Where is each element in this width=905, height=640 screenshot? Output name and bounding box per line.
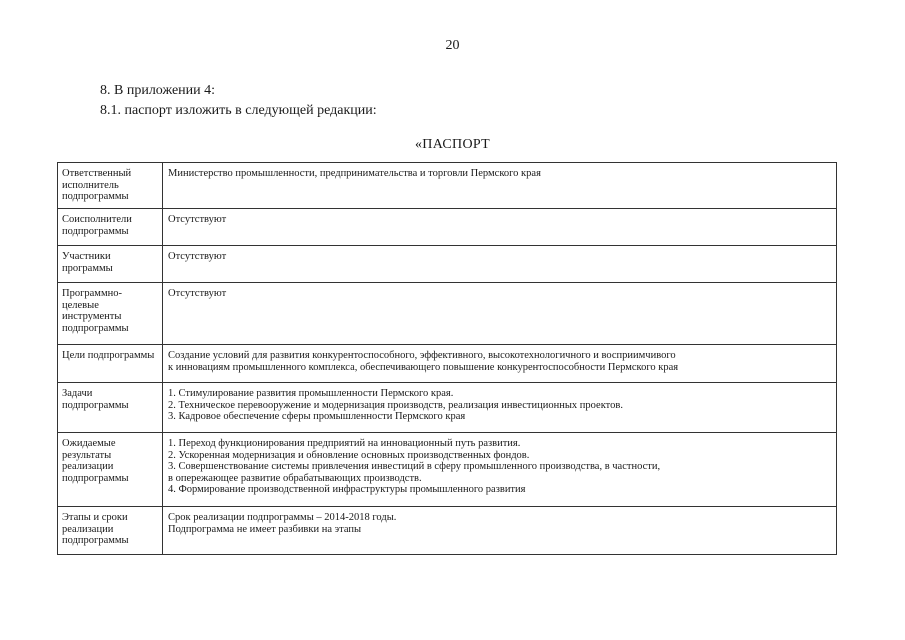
row-value-line: 3. Кадровое обеспечение сферы промышленности Пермского края bbox=[168, 411, 466, 422]
row-value bbox=[163, 283, 837, 345]
row-value-line: в опережающее развитие обрабатывающих производств. bbox=[168, 472, 422, 484]
passport-title: «ПАСПОРТ bbox=[415, 137, 490, 152]
row-label: Задачи подпрограммы bbox=[58, 383, 163, 433]
passport-row bbox=[58, 433, 837, 507]
row-value bbox=[163, 246, 837, 283]
passport-row bbox=[58, 507, 837, 555]
row-value bbox=[163, 163, 837, 209]
row-label: Участники программы bbox=[58, 246, 163, 283]
row-value-line: 1. Переход функционирования предприятий на инновационный путь развития. bbox=[168, 438, 521, 449]
row-label: Этапы и сроки реализации подпрограммы bbox=[58, 507, 163, 555]
intro-line-1: 8. В приложении 4: bbox=[100, 83, 216, 98]
row-label: Программно-целевые инструменты подпрограммы bbox=[58, 283, 163, 345]
row-value-line: 1. Стимулирование развития промышленности Пермского края. bbox=[168, 388, 454, 399]
row-label: Ответственный исполнитель подпрограммы bbox=[58, 163, 163, 209]
row-value-line: 4. Формирование производственной инфраструктуры промышленного развития bbox=[168, 484, 526, 495]
row-value-line: 3. Совершенствование системы привлечения инвестиций в сферу промышленного производства, в частности, bbox=[168, 461, 661, 472]
row-value bbox=[163, 433, 837, 507]
row-value-line: 2. Техническое перевооружение и модернизация производств, реализация инвестиционных проектов. bbox=[168, 399, 623, 411]
row-value bbox=[163, 383, 837, 433]
row-value-line: Министерство промышленности, предпринимательства и торговли Пермского края bbox=[168, 168, 541, 179]
row-label: Соисполнители подпрограммы bbox=[58, 209, 163, 246]
passport-row bbox=[58, 246, 837, 283]
row-label: Цели подпрограммы bbox=[58, 345, 163, 383]
passport-row bbox=[58, 345, 837, 383]
passport-row bbox=[58, 163, 837, 209]
passport-row bbox=[58, 383, 837, 433]
page-number: 20 bbox=[445, 38, 460, 53]
row-label: Ожидаемые результаты реализации подпрограммы bbox=[58, 433, 163, 507]
row-value bbox=[163, 209, 837, 246]
row-value-line: Срок реализации подпрограммы – 2014-2018 годы. bbox=[168, 512, 397, 523]
row-value-line: Отсутствуют bbox=[168, 251, 227, 262]
row-value-line: Отсутствуют bbox=[168, 288, 227, 299]
row-value-line: 2. Ускоренная модернизация и обновление основных производственных фондов. bbox=[168, 449, 530, 461]
passport-row bbox=[58, 283, 837, 345]
row-value bbox=[163, 507, 837, 555]
row-value-line: Подпрограмма не имеет разбивки на этапы bbox=[168, 523, 362, 535]
row-value-line: к инновациям промышленного комплекса, обеспечивающего повышение конкурентоспособности Пермского края bbox=[168, 361, 679, 373]
intro-line-2: 8.1. паспорт изложить в следующей редакции: bbox=[100, 103, 377, 118]
passport-table bbox=[57, 162, 837, 555]
row-value-line: Создание условий для развития конкурентоспособного, эффективного, высокотехнологичного и восприимчивого bbox=[168, 350, 676, 361]
row-value-line: Отсутствуют bbox=[168, 214, 227, 225]
passport-row bbox=[58, 209, 837, 246]
row-value bbox=[163, 345, 837, 383]
